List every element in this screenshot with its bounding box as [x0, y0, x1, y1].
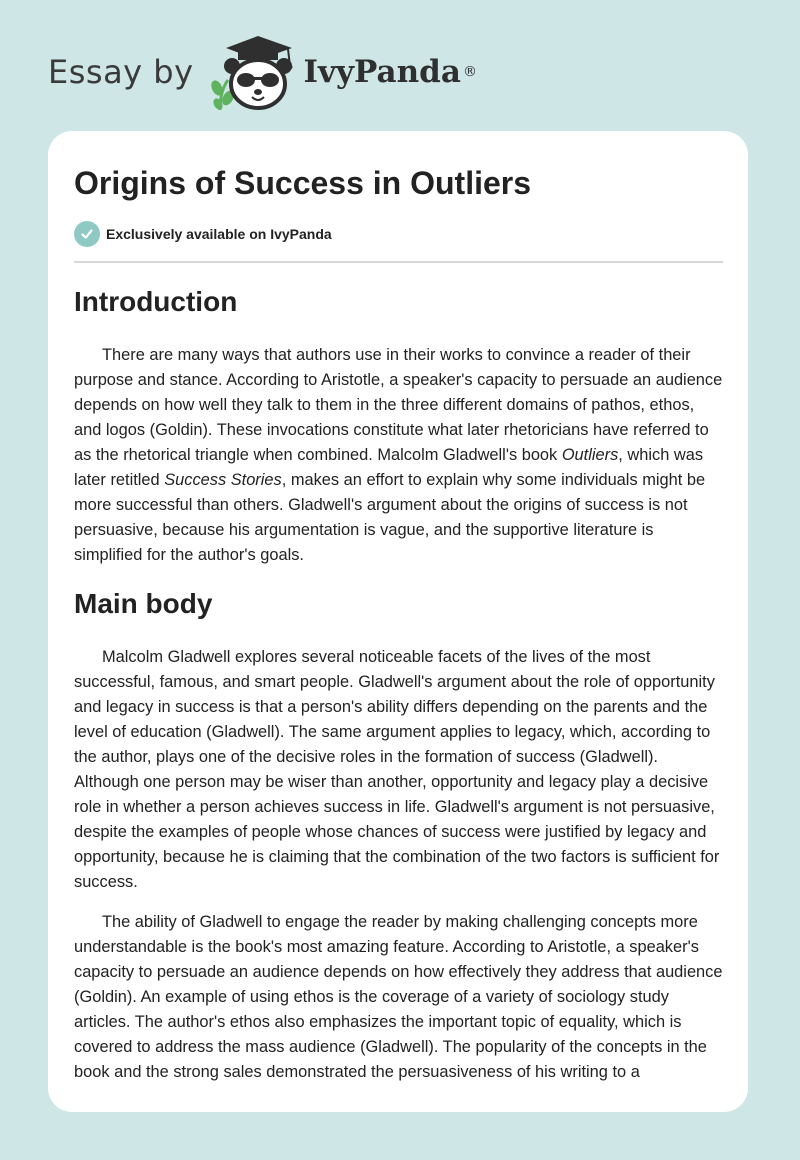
- title-divider: [74, 261, 723, 263]
- exclusive-badge: [74, 221, 332, 247]
- check-circle-icon: [74, 221, 100, 247]
- brand-header: [48, 32, 477, 112]
- paragraph-text: , makes an effort to explain why some individuals might be more successful than others. Gladwell's argument about the origins of success is not persuasive, because his argumentation is vague, and the supportive literature is simplified for the author's goals.: [74, 471, 706, 564]
- main-body-paragraph-1: Malcolm Gladwell explores several noticeable facets of the lives of the most successful, famous, and smart people. Gladwell's argument about the role of opportunity and legacy in success is that a person's ability differs depending on the parents and the level of education (Gladwell). The same argument applies to legacy, which, according to the author, plays one of the decisive roles in the formation of success (Gladwell). Although one person may be wiser than another, opportunity and legacy play a decisive role in whether a person achieves success in life. Gladwell's argument is not persuasive, despite the examples of people whose chances of success were justified by legacy and opportunity, because he is claiming that the combination of the two factors is sufficient for success.: [74, 648, 720, 891]
- brand-name: IvyPanda: [303, 54, 461, 90]
- section-heading-main-body: Main body: [74, 588, 213, 619]
- main-body-paragraph-2: The ability of Gladwell to engage the reader by making challenging concepts more understandable is the book's most amazing feature. According to Aristotle, a speaker's capacity to persuade an audience depends on how effectively they address that audience (Goldin). An example of using ethos is the coverage of a variety of sociology study articles. The author's ethos also emphasizes the important topic of equality, which is covered to address the mass audience (Gladwell). The popularity of the concepts in the book and the strong sales demonstrated the persuasiveness of his writing to a: [74, 913, 723, 1081]
- section-heading-introduction: Introduction: [74, 286, 238, 317]
- paragraph-text: There are many ways that authors use in their works to convince a reader of their purpose and stance. According to Aristotle, a speaker's capacity to persuade an audience depends on how well they talk to them in the three different domains of pathos, ethos, and logos (Goldin). These invocations constitute what later rhetoricians have referred to as the rhetorical triangle when combined. Malcolm Gladwell's book: [74, 346, 723, 464]
- panda-graduate-logo-icon: [208, 32, 300, 112]
- book-title-success-stories: Success Stories: [164, 471, 282, 489]
- book-title-outliers: Outliers: [561, 446, 619, 464]
- essay-card: [48, 131, 748, 1112]
- paragraph-text: , which was later retitled: [74, 446, 704, 489]
- exclusive-label: Exclusively available on IvyPanda: [106, 226, 332, 242]
- essay-title: Origins of Success in Outliers: [74, 165, 532, 201]
- introduction-paragraph: [74, 343, 723, 568]
- brand-prefix: Essay by: [48, 53, 194, 91]
- registered-mark: ®: [462, 64, 477, 80]
